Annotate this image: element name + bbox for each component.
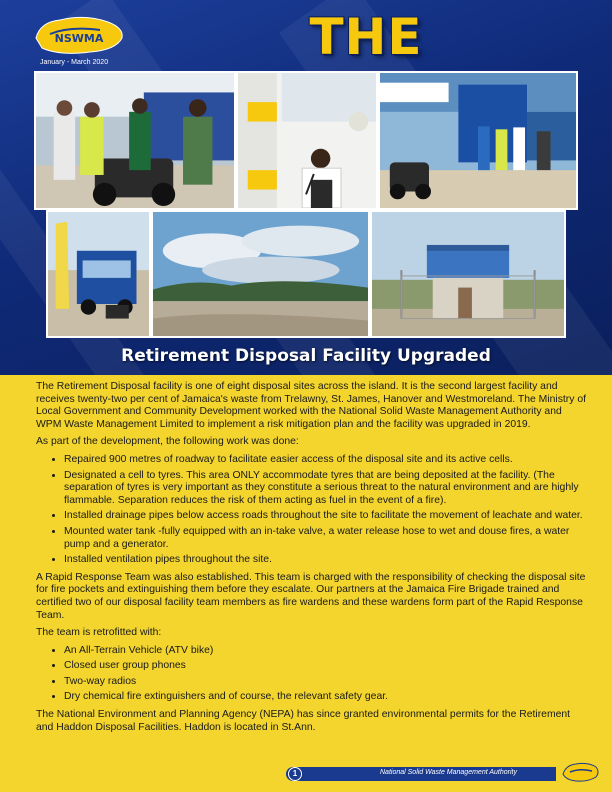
response-team-paragraph: A Rapid Response Team was also established. This team is charged with the responsibility of checking the disposal site for fire pockets and extinguishing them before they escalate. Our partners at the Jamaica Fire Brigade trained and certified two of our disposal facility team members as fire wardens and these wardens form part of the Rapid Response Team. xyxy=(36,571,586,621)
list-item: • Installed ventilation pipes throughout the site. xyxy=(64,554,588,567)
nswma-logo xyxy=(30,8,128,60)
list-item: • Dry chemical fire extinguishers and of course, the relevant safety gear. xyxy=(64,691,588,704)
list-item: • Installed drainage pipes below access roads throughout the site to facilitate the movement of leachate and water. xyxy=(64,510,588,523)
disposal-site-landscape-photo xyxy=(151,210,370,338)
footer-organization: National Solid Waste Management Authority xyxy=(380,769,517,776)
retrofit-intro: The team is retrofitted with: xyxy=(36,627,162,639)
intro-paragraph: The Retirement Disposal facility is one of eight disposal sites across the island. It is the second largest facility and receives twenty-two per cent of Jamaica's waste from Trelawny, St. James, Hanover and Westmoreland. The Ministry of Local Government and Community Development worked with the National Solid Waste Management Authority and WPM Waste Management Limited to implement a risk mitigation plan and the facility was upgraded in 2019. xyxy=(36,381,587,430)
list-item: • Two-way radios xyxy=(64,676,588,689)
list-item: • Designated a cell to tyres. This area ONLY accommodate tyres that are being deposited at the facility. (The separation of tyres is very important as they constitute a serious threat to the natural environment and are highly flammable. Separation reduces the risk of them acting as fuel in the event of a fire). xyxy=(64,470,588,508)
list-item: • An All-Terrain Vehicle (ATV bike) xyxy=(64,645,588,658)
article-headline: Retirement Disposal Facility Upgraded xyxy=(121,346,491,366)
logo-text: NSWMA xyxy=(54,32,104,45)
atv-handover-photo xyxy=(34,71,236,210)
closing-paragraph: The National Environment and Planning Agency (NEPA) has since granted environmental permits for the Retirement and Haddon Disposal Facilities. Haddon is located in St.Ann. xyxy=(36,709,571,733)
retrofit-list xyxy=(36,645,588,704)
list-item: • Closed user group phones xyxy=(64,660,588,673)
list-item: • Mounted water tank -fully equipped with an in-take valve, a water release hose to wet and douse fires, a water pump and a generator. xyxy=(64,526,588,551)
work-list xyxy=(36,454,588,567)
page-number: 1 xyxy=(288,767,302,781)
article-body xyxy=(36,381,588,739)
truck-banner-photo xyxy=(46,210,151,338)
list-item: • Repaired 900 metres of roadway to facilitate easier access of the disposal site and its active cells. xyxy=(64,454,588,467)
water-tank-building-photo xyxy=(370,210,566,338)
speaker-podium-photo xyxy=(236,71,378,210)
work-intro: As part of the development, the following work was done: xyxy=(36,436,299,448)
publication-title: THE xyxy=(309,8,423,66)
footer-logo-icon xyxy=(560,758,600,786)
issue-date: January - March 2020 xyxy=(40,59,109,66)
truck-ceremony-photo xyxy=(378,71,578,210)
